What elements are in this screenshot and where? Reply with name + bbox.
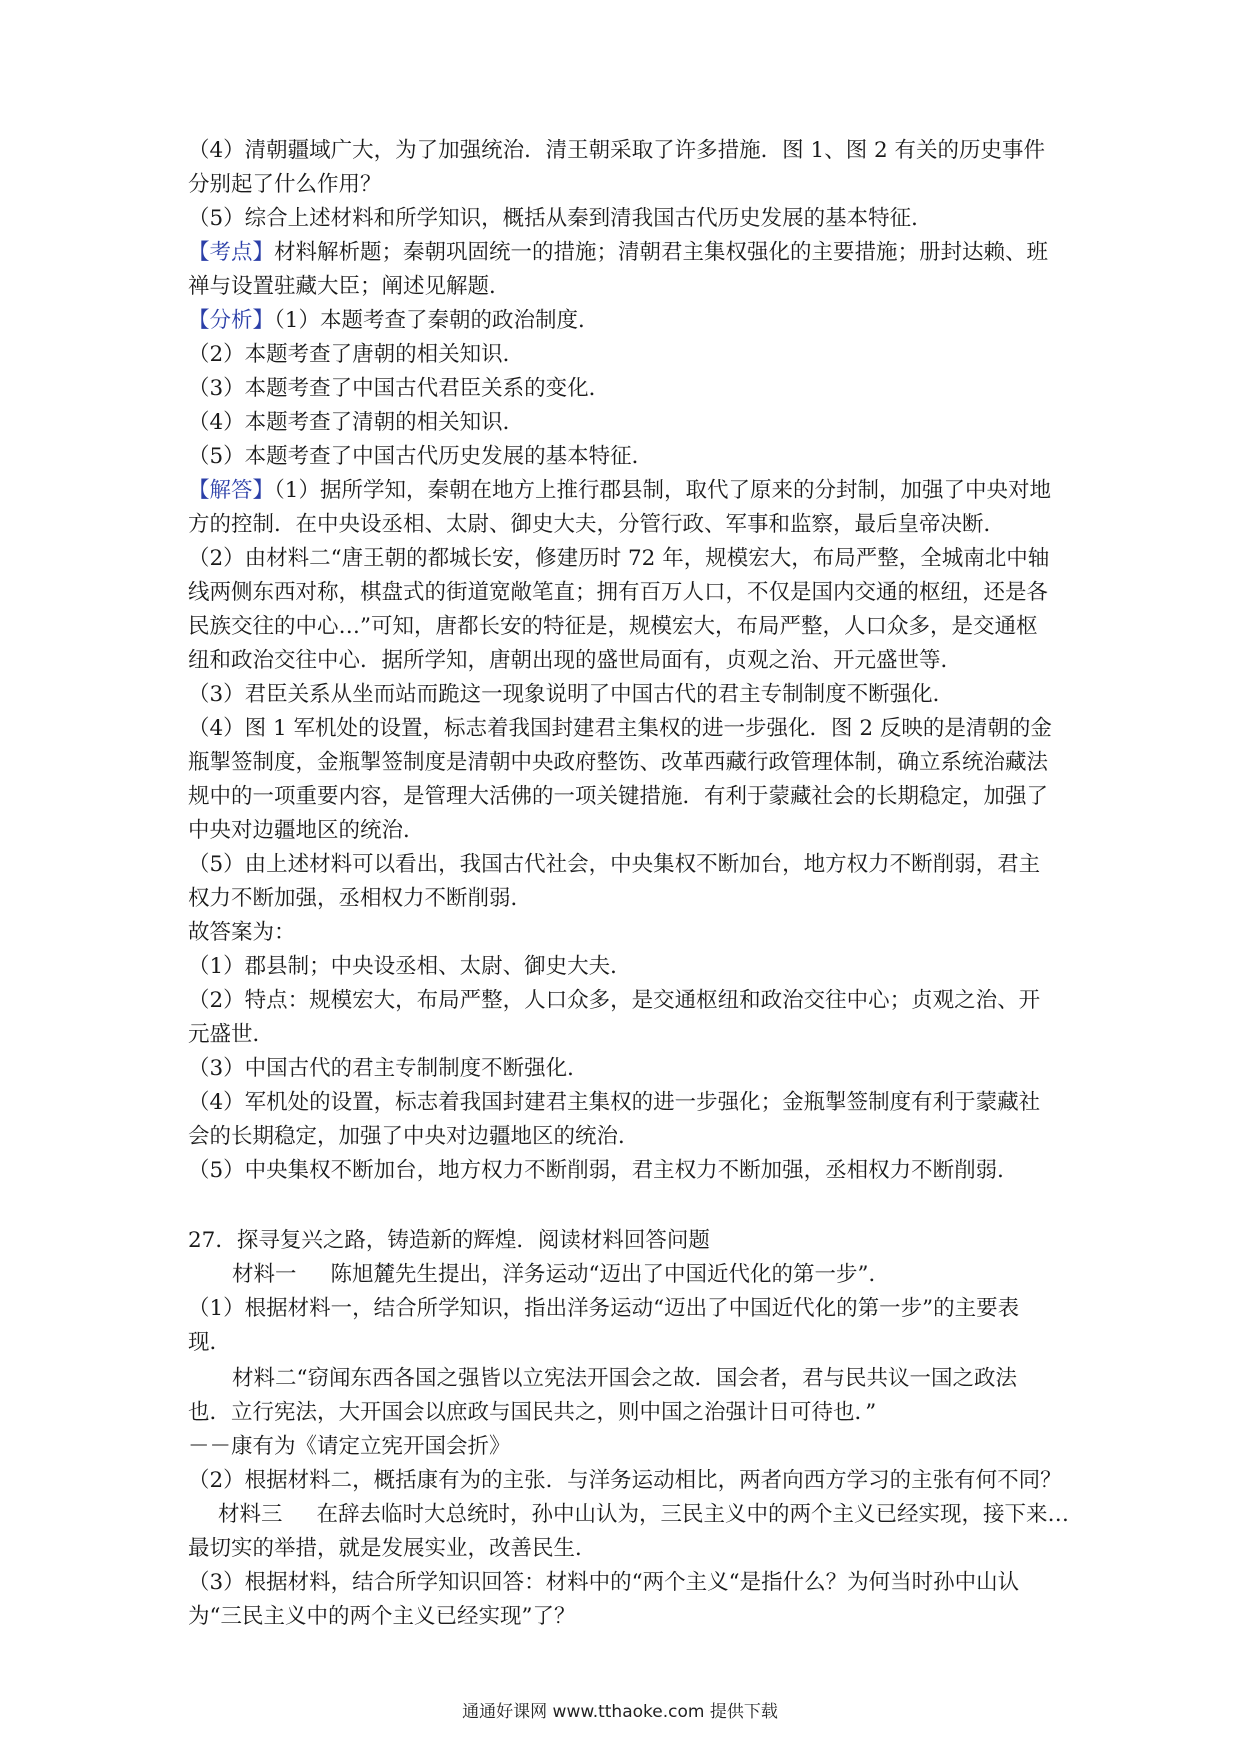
jieda-4-line-2: 瓶掣签制度，金瓶掣签制度是清朝中央政府整饬、改革西藏行政管理体制，确立系统治藏法: [188, 750, 1049, 775]
answer-heading: 故答案为：: [188, 920, 296, 945]
material-3: [218, 1498, 1098, 1532]
kaodian-line-2: 禅与设置驻藏大臣；阐述见解题．: [188, 274, 511, 299]
sub-question-3-line-1: （3）根据材料，结合所学知识回答：材料中的“两个主义“是指什么？为何当时孙中山认: [188, 1570, 1020, 1595]
question-5: （5）综合上述材料和所学知识，概括从秦到清我国古代历史发展的基本特征．: [188, 206, 933, 231]
answer-4-line-2: 会的长期稳定，加强了中央对边疆地区的统治．: [188, 1124, 640, 1149]
jieda-2-line-1: （2）由材料二“唐王朝的都城长安，修建历时 72 年，规模宏大，布局严整，全城南北中轴: [188, 546, 1050, 571]
question-4-line-1: （4）清朝疆域广大，为了加强统治．清王朝采取了许多措施．图 1、图 2 有关的历史事件: [188, 138, 1046, 163]
fenxi-text: （1）本题考查了秦朝的政治制度．: [274, 308, 600, 333]
fenxi-line-1: [188, 304, 1068, 338]
answer-4-line-1: （4）军机处的设置，标志着我国封建君主集权的进一步强化；金瓶掣签制度有利于蒙藏社: [188, 1090, 1041, 1115]
jieda-line-1: [188, 474, 1068, 508]
jieda-tag: 【解答】: [188, 478, 275, 503]
kaodian-tag: 【考点】: [188, 240, 275, 265]
question-4-line-2: 分别起了什么作用？: [188, 172, 382, 197]
jieda-5-line-1: （5）由上述材料可以看出，我国古代社会，中央集权不断加台，地方权力不断削弱，君主: [188, 852, 1041, 877]
fenxi-line-5: （5）本题考查了中国古代历史发展的基本特征．: [188, 444, 654, 469]
footer-watermark: 通通好课网 www.tthaoke.com 提供下载: [462, 1702, 778, 1722]
fenxi-line-2: （2）本题考查了唐朝的相关知识．: [188, 342, 525, 367]
kaodian-text: 材料解析题；秦朝巩固统一的措施；清朝君主集权强化的主要措施；册封达赖、班: [274, 240, 1049, 265]
question-27-title: 27．探寻复兴之路，铸造新的辉煌．阅读材料回答问题: [188, 1228, 710, 1253]
jieda-4-line-1: （4）图 1 军机处的设置，标志着我国封建君主集权的进一步强化．图 2 反映的是清朝的金: [188, 716, 1052, 741]
material-1-text: 陈旭麓先生提出，洋务运动“迈出了中国近代化的第一步”．: [330, 1262, 891, 1287]
jieda-text: （1）据所学知，秦朝在地方上推行郡县制，取代了原来的分封制，加强了中央对地: [274, 478, 1051, 503]
fenxi-line-4: （4）本题考查了清朝的相关知识．: [188, 410, 525, 435]
jieda-2-line-2: 线两侧东西对称，棋盘式的街道宽敞笔直；拥有百万人口，不仅是国内交通的枢纽，还是各: [188, 580, 1049, 605]
sub-question-1-line-1: （1）根据材料一，结合所学知识，指出洋务运动“迈出了中国近代化的第一步”的主要表: [188, 1296, 1020, 1321]
jieda-2-line-3: 民族交往的中心…”可知，唐都长安的特征是，规模宏大，布局严整，人口众多，是交通枢: [188, 614, 1038, 639]
fenxi-line-3: （3）本题考查了中国古代君臣关系的变化．: [188, 376, 611, 401]
material-1: [232, 1258, 1112, 1292]
material-2-line-2: 也．立行宪法，大开国会以庶政与国民共之，则中国之治强计日可待也．”: [188, 1400, 877, 1425]
jieda-4-line-4: 中央对边疆地区的统治．: [188, 818, 425, 843]
fenxi-tag: 【分析】: [188, 308, 275, 333]
answer-2-line-1: （2）特点：规模宏大，布局严整，人口众多，是交通枢纽和政治交往中心；贞观之治、开: [188, 988, 1041, 1013]
jieda-5-line-2: 权力不断加强，丞相权力不断削弱．: [188, 886, 533, 911]
jieda-2-line-4: 纽和政治交往中心．据所学知，唐朝出现的盛世局面有，贞观之治、开元盛世等．: [188, 648, 963, 673]
sub-question-1-line-2: 现．: [188, 1330, 232, 1355]
kaodian-line-1: [188, 236, 1068, 270]
material-2-line-1: 材料二“窃闻东西各国之强皆以立宪法开国会之故．国会者，君与民共议一国之政法: [232, 1366, 1017, 1391]
jieda-1-line-2: 方的控制．在中央设丞相、太尉、御史大夫，分管行政、军事和监察，最后皇帝决断．: [188, 512, 1006, 537]
answer-3: （3）中国古代的君主专制制度不断强化．: [188, 1056, 589, 1081]
sub-question-3-line-2: 为“三民主义中的两个主义已经实现”了？: [188, 1604, 576, 1629]
material-3-line-2: 最切实的举措，就是发展实业，改善民生．: [188, 1536, 597, 1561]
answer-1: （1）郡县制；中央设丞相、太尉、御史大夫．: [188, 954, 632, 979]
sub-question-2: （2）根据材料二，概括康有为的主张．与洋务运动相比，两者向西方学习的主张有何不同？: [188, 1468, 1062, 1493]
material-3-label: 材料三: [218, 1502, 283, 1527]
material-1-label: 材料一: [232, 1262, 297, 1287]
jieda-4-line-3: 规中的一项重要内容，是管理大活佛的一项关键措施．有利于蒙藏社会的长期稳定，加强了: [188, 784, 1049, 809]
material-2-source: －－康有为《请定立宪开国会折》: [188, 1434, 511, 1459]
jieda-3: （3）君臣关系从坐而站而跪这一现象说明了中国古代的君主专制制度不断强化．: [188, 682, 955, 707]
answer-5: （5）中央集权不断加台，地方权力不断削弱，君主权力不断加强，丞相权力不断削弱．: [188, 1158, 1019, 1183]
answer-2-line-2: 元盛世．: [188, 1022, 275, 1047]
material-3-text: 在辞去临时大总统时，孙中山认为，三民主义中的两个主义已经实现，接下来…: [316, 1502, 1070, 1527]
